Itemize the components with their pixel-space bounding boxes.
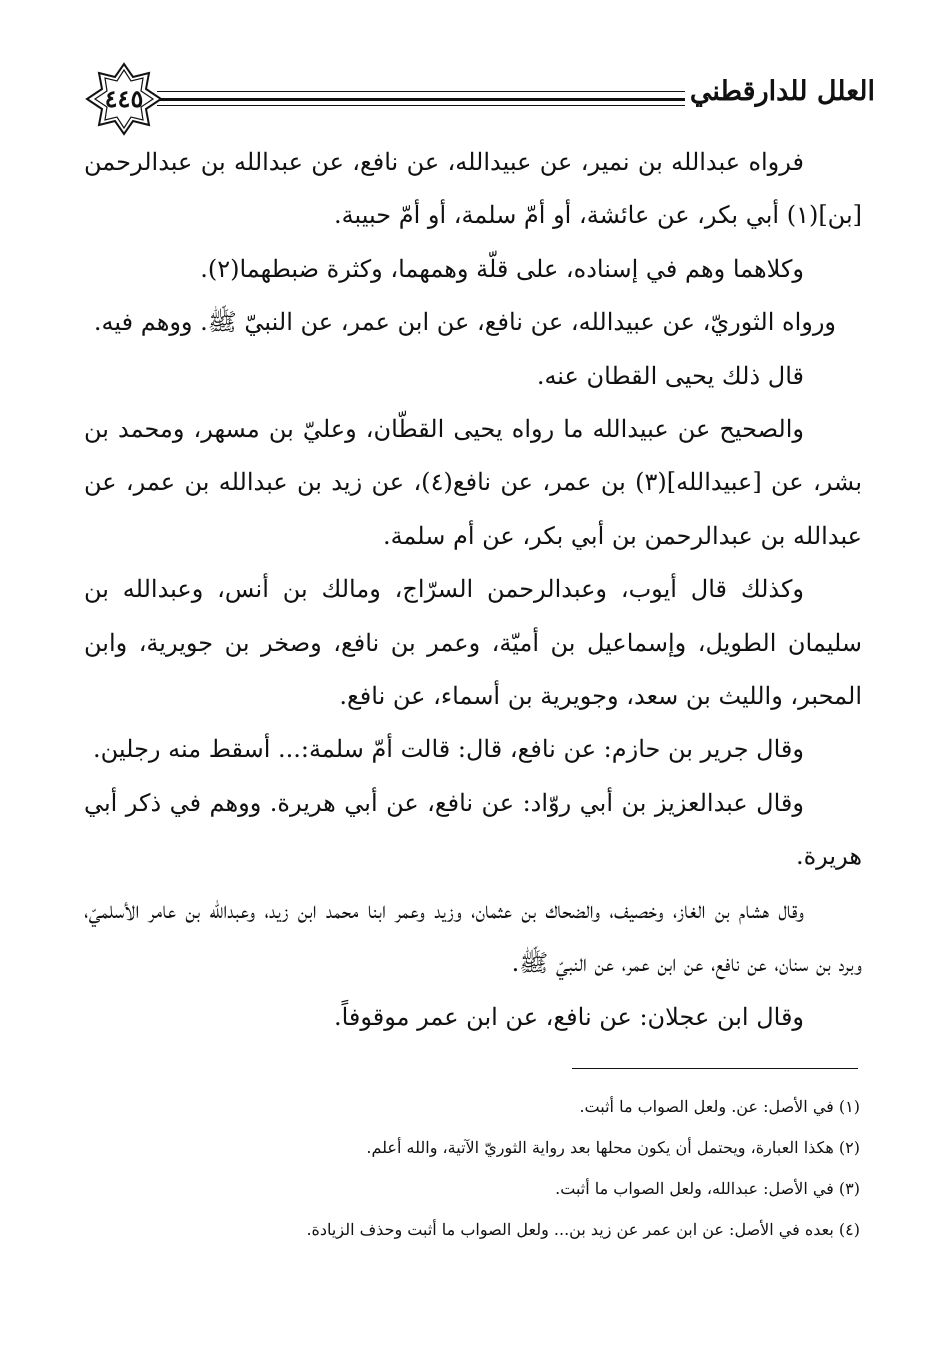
running-title: العلل للدارقطني: [689, 76, 875, 107]
main-text: [84, 136, 862, 1044]
footnotes: [84, 1086, 862, 1250]
page-header: [85, 62, 875, 137]
header-rule: [157, 98, 685, 101]
paragraph: وقال هشام بن الغاز، وخصيف، والضحاك بن عثمان، وزيد وعمر ابنا محمد ابن زيد، وعبدالله بن عامر الأسلميّ، وبرد بن سنان، عن نافع، عن ابن عمر، عن النبيّ ﷺ.: [84, 895, 862, 978]
paragraph: وكذلك قال أيوب، وعبدالرحمن السرّاج، ومالك بن أنس، وعبدالله بن سليمان الطويل، وإسماعيل بن أميّة، وعمر بن نافع، وصخر بن جويرية، وابن المحبر، والليث بن سعد، وجويرية بن أسماء، عن نافع.: [84, 575, 862, 711]
paragraph: وكلاهما وهم في إسناده، على قلّة وهمهما، وكثرة ضبطهما(٢).: [200, 254, 804, 283]
header-rule: [157, 105, 685, 106]
page-number: ٤٤٥: [104, 84, 144, 113]
paragraph: ورواه الثوريّ، عن عبيدالله، عن نافع، عن ابن عمر، عن النبيّ ﷺ. ووهم فيه.: [93, 308, 836, 337]
footnote-divider: [572, 1068, 858, 1069]
footnote: (٤) بعده في الأصل: عن ابن عمر عن زيد بن... ولعل الصواب ما أثبت وحذف الزيادة.: [306, 1220, 860, 1239]
footnote: (٢) هكذا العبارة، ويحتمل أن يكون محلها بعد رواية الثوريّ الآتية، والله أعلم.: [366, 1138, 860, 1157]
paragraph: فرواه عبدالله بن نمير، عن عبيدالله، عن نافع، عن عبدالله بن عبدالرحمن [بن](١) أبي بكر، عن عائشة، أو أمّ سلمة، أو أمّ حبيبة.: [84, 148, 862, 230]
paragraph: وقال جرير بن حازم: عن نافع، قال: قالت أمّ سلمة:... أسقط منه رجلين.: [92, 735, 804, 764]
header-rule: [157, 91, 685, 92]
footnote: (١) في الأصل: عن. ولعل الصواب ما أثبت.: [579, 1097, 860, 1116]
footnote: (٣) في الأصل: عبدالله، ولعل الصواب ما أثبت.: [555, 1179, 860, 1198]
paragraph: قال ذلك يحيى القطان عنه.: [536, 361, 804, 390]
paragraph: والصحيح عن عبيدالله ما رواه يحيى القطّان، وعليّ بن مسهر، ومحمد بن بشر، عن [عبيدالله](٣) بن عمر، عن نافع(٤)، عن زيد بن عبدالله بن عمر، عن عبدالله بن عبدالرحمن بن أبي بكر، عن أم سلمة.: [84, 415, 863, 550]
paragraph: وقال عبدالعزيز بن أبي روّاد: عن نافع، عن أبي هريرة. ووهم في ذكر أبي هريرة.: [84, 788, 862, 871]
page-number-badge: [85, 62, 163, 137]
paragraph: وقال ابن عجلان: عن نافع، عن ابن عمر موقوفاً.: [333, 1002, 804, 1031]
